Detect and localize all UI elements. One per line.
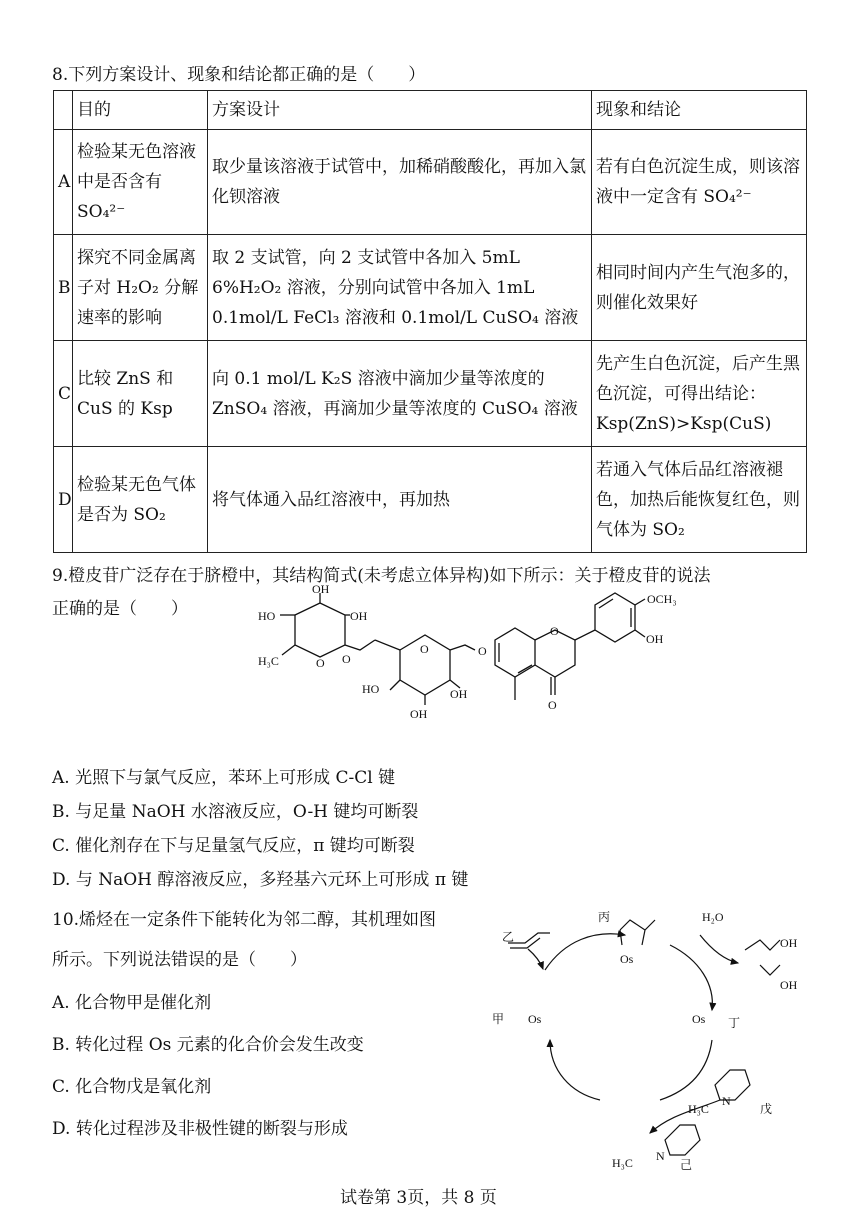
diagram-label-ji: 己 <box>680 1158 693 1172</box>
q9-option-a: A. 光照下与氯气反应，苯环上可形成 C-Cl 键 <box>52 768 396 788</box>
q9-stem-line2: 正确的是（ ） <box>52 599 188 619</box>
struct-label: OH <box>646 632 664 646</box>
table-row <box>54 130 807 235</box>
diagram-label-wu: 戊 <box>760 1102 773 1116</box>
row-design: 将气体通入品红溶液中，再加热 <box>208 447 592 553</box>
row-result: 先产生白色沉淀，后产生黑色沉淀，可得出结论：Ksp(ZnS)>Ksp(CuS) <box>592 341 807 447</box>
struct-label: O <box>316 656 325 670</box>
row-purpose: 检验某无色气体是否为 SO₂ <box>73 447 208 553</box>
table-header-row <box>54 91 807 130</box>
q9-option-b: B. 与足量 NaOH 水溶液反应，O-H 键均可断裂 <box>52 802 419 822</box>
q10-option-a: A. 化合物甲是催化剂 <box>52 993 212 1013</box>
header-cell: 目的 <box>73 91 208 130</box>
row-label: D <box>54 447 73 553</box>
row-design: 取少量该溶液于试管中，加稀硝酸酸化，再加入氯化钡溶液 <box>208 130 592 235</box>
struct-label: OH <box>350 609 368 623</box>
diagram-label-ding: 丁 <box>728 1016 741 1030</box>
row-label: A <box>54 130 73 235</box>
diagram-label-yi: 乙 <box>502 930 515 944</box>
q10-option-c: C. 化合物戊是氧化剂 <box>52 1077 212 1097</box>
table-row <box>54 341 807 447</box>
header-cell: 方案设计 <box>208 91 592 130</box>
os-catalytic-cycle-diagram <box>480 905 810 1180</box>
struct-label: HO <box>362 682 380 696</box>
row-result: 若通入气体后品红溶液褪色，加热后能恢复红色，则气体为 SO₂ <box>592 447 807 553</box>
q10-stem-line2: 所示。下列说法错误的是（ ） <box>52 950 307 970</box>
row-label: B <box>54 235 73 341</box>
struct-label: OCH₃ <box>647 592 677 606</box>
q10-option-b: B. 转化过程 Os 元素的化合价会发生改变 <box>52 1035 364 1055</box>
diagram-label-os: Os <box>620 952 634 966</box>
hesperidin-structure <box>250 582 677 735</box>
row-label: C <box>54 341 73 447</box>
row-purpose: 探究不同金属离子对 H₂O₂ 分解速率的影响 <box>73 235 208 341</box>
diagram-label-bing: 丙 <box>598 910 611 924</box>
table-row <box>54 235 807 341</box>
q8-stem: 8.下列方案设计、现象和结论都正确的是（ ） <box>52 65 426 85</box>
row-purpose: 检验某无色溶液中是否含有SO₄²⁻ <box>73 130 208 235</box>
diagram-label-h3c: H₃C <box>688 1102 709 1116</box>
row-design: 取 2 支试管，向 2 支试管中各加入 5mL 6%H₂O₂ 溶液，分别向试管中各加入 1mL 0.1mol/L FeCl₃ 溶液和 0.1mol/L CuSO₄ 溶液 <box>208 235 592 341</box>
struct-label: OH <box>450 687 468 701</box>
struct-label: H₃C <box>258 654 279 668</box>
header-cell <box>54 91 73 130</box>
diagram-label-n: N <box>722 1094 731 1108</box>
struct-label: O <box>342 652 351 666</box>
diagram-label-h2o: H₂O <box>702 910 724 924</box>
diagram-label-os: Os <box>692 1012 706 1026</box>
row-result: 若有白色沉淀生成，则该溶液中一定含有 SO₄²⁻ <box>592 130 807 235</box>
q9-stem-line1: 9.橙皮苷广泛存在于脐橙中，其结构简式(未考虑立体异构)如下所示：关于橙皮苷的说法 <box>52 566 711 586</box>
row-purpose: 比较 ZnS 和 CuS 的 Ksp <box>73 341 208 447</box>
header-cell: 现象和结论 <box>592 91 807 130</box>
diagram-label-jia: 甲 <box>492 1012 505 1026</box>
diagram-label-os: Os <box>528 1012 542 1026</box>
q10-stem-line1: 10.烯烃在一定条件下能转化为邻二醇，其机理如图 <box>52 910 437 930</box>
diagram-label-n: N <box>656 1149 665 1163</box>
q9-option-c: C. 催化剂存在下与足量氢气反应，π 键均可断裂 <box>52 836 415 856</box>
struct-label: OH <box>312 582 330 596</box>
struct-label: O <box>548 698 557 712</box>
struct-label: O <box>550 624 559 638</box>
struct-label: O <box>420 642 429 656</box>
q8-table <box>53 90 807 553</box>
diagram-label-h3c: H₃C <box>612 1156 633 1170</box>
struct-label: OH <box>410 707 428 721</box>
table-row <box>54 447 807 553</box>
struct-label: O <box>478 644 487 658</box>
q10-option-d: D. 转化过程涉及非极性键的断裂与形成 <box>52 1119 348 1139</box>
q9-option-d: D. 与 NaOH 醇溶液反应，多羟基六元环上可形成 π 键 <box>52 870 469 890</box>
diagram-label-oh: OH <box>780 978 798 992</box>
diagram-label-oh: OH <box>780 936 798 950</box>
page-footer: 试卷第 3页，共 8 页 <box>340 1188 497 1208</box>
row-design: 向 0.1 mol/L K₂S 溶液中滴加少量等浓度的 ZnSO₄ 溶液，再滴加少量等浓度的 CuSO₄ 溶液 <box>208 341 592 447</box>
struct-label: HO <box>258 609 276 623</box>
row-result: 相同时间内产生气泡多的，则催化效果好 <box>592 235 807 341</box>
